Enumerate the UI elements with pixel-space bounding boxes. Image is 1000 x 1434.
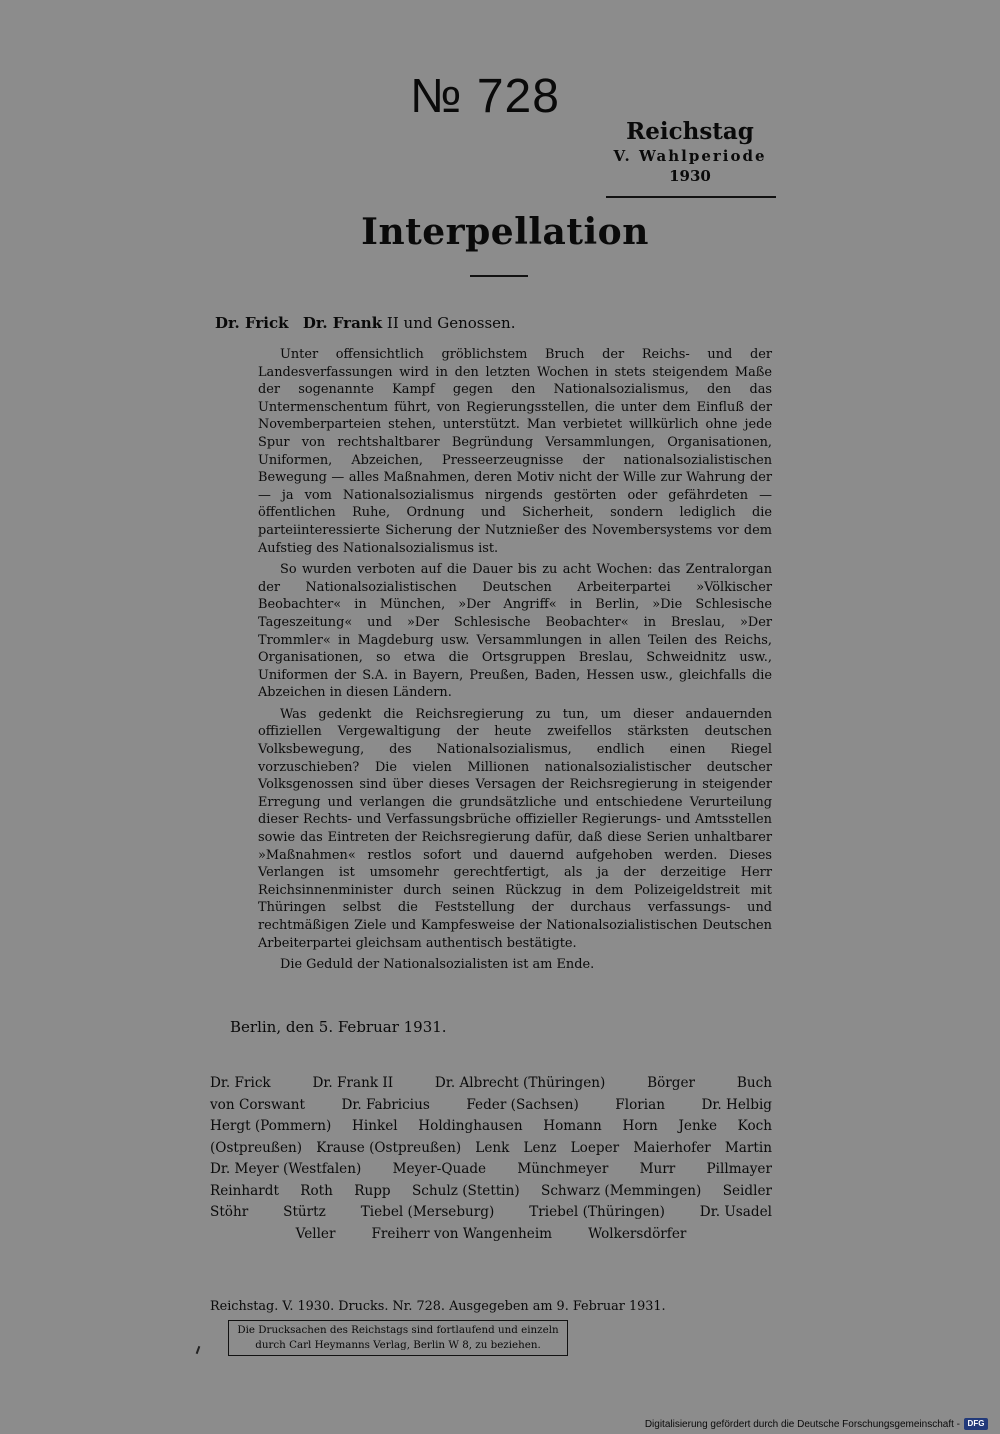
signatory-row [210, 1159, 772, 1181]
signatory-row [210, 1095, 772, 1117]
document-type-heading: Interpellation [361, 211, 649, 253]
signatory-name: Dr. Fabricius [341, 1096, 430, 1113]
signatory-name: Horn [622, 1118, 658, 1134]
signatory-name: Hergt (Pommern) [210, 1118, 332, 1134]
signatory-name: Krause (Ostpreußen) [316, 1139, 462, 1156]
period-year: 1930 [669, 167, 711, 185]
interpellation-body [258, 346, 772, 978]
notice-line: durch Carl Heymanns Verlag, Berlin W 8, zu beziehen. [255, 1339, 541, 1351]
signatory-name: Rupp [354, 1182, 391, 1199]
header-rule [606, 196, 776, 198]
signatory-name: Stürtz [283, 1204, 326, 1220]
signatory-name: Triebel (Thüringen) [529, 1204, 665, 1220]
digitization-credit: Digitalisierung gefördert durch die Deutsche Forschungsgemeinschaft - [644, 1419, 960, 1430]
signatory-row [210, 1224, 772, 1246]
document-number: № 728 [410, 70, 560, 123]
election-period: V. Wahlperiode [613, 147, 767, 165]
signatory-name: Roth [300, 1182, 333, 1199]
reichstag-header-block [604, 118, 776, 186]
authors-line [215, 312, 775, 334]
author-name-2: Dr. Frank [302, 314, 383, 332]
signatory-name: Dr. Meyer (Westfalen) [210, 1161, 362, 1177]
dateline: Berlin, den 5. Februar 1931. [230, 1018, 447, 1036]
signatories-list [210, 1073, 772, 1245]
distribution-notice-box [228, 1320, 568, 1356]
signatory-name: Wolkersdörfer [588, 1225, 687, 1242]
signatory-name: Veller [295, 1225, 336, 1242]
signatory-name: Dr. Albrecht (Thüringen) [434, 1075, 606, 1091]
signatory-name: Homann [543, 1118, 602, 1134]
authors-rest: und Genossen. [403, 314, 516, 332]
signatory-name: Lenz [523, 1139, 557, 1156]
notice-line: Die Drucksachen des Reichstags sind fortlaufend und einzeln [237, 1324, 559, 1336]
author-name-1: Dr. Frick [215, 314, 289, 332]
signatory-row [210, 1138, 772, 1160]
signatory-name: Murr [639, 1161, 676, 1177]
signatory-name: Jenke [678, 1118, 717, 1134]
signatory-name: Seidler [722, 1182, 772, 1199]
signatory-name: Stöhr [210, 1204, 249, 1220]
signatory-name: Lenk [475, 1139, 510, 1156]
signatory-name: Koch [737, 1118, 772, 1134]
signatory-name: Schulz (Stettin) [411, 1182, 520, 1199]
signatory-name: Münchmeyer [517, 1161, 609, 1177]
signatory-row [210, 1073, 772, 1095]
author-name-2-suffix: II [386, 314, 399, 332]
signatory-name: Freiherr von Wangenheim [371, 1225, 553, 1242]
signatory-name: (Ostpreußen) [210, 1139, 303, 1156]
scan-mark [196, 1346, 201, 1354]
dfg-logo-icon: DFG [964, 1418, 988, 1430]
signatory-name: Schwarz (Memmingen) [541, 1182, 702, 1199]
signatory-name: Hinkel [352, 1118, 398, 1134]
signatory-name: Tiebel (Merseburg) [360, 1204, 495, 1220]
signatory-row [210, 1181, 772, 1203]
signatory-name: Loeper [570, 1139, 620, 1156]
publication-footer: Reichstag. V. 1930. Drucks. Nr. 728. Ausgegeben am 9. Februar 1931. [210, 1299, 666, 1314]
chamber-title: Reichstag [626, 118, 754, 145]
signatory-name: Dr. Usadel [699, 1204, 772, 1220]
signatory-name: Meyer-Quade [392, 1161, 487, 1177]
body-paragraph: Unter offensichtlich gröblichstem Bruch der Reichs- und der Landesverfassungen wird in den letzten Wochen in stets steigendem Maße der sogenannte Kampf gegen den Nationalsozialismus, den das Untermenschentum führt, von Regierungsstellen, die unter dem Einfluß der Novemberparteien stehen, unterstützt. Man verbietet willkürlich ohne jede Spur von rechtshaltbarer Begründung Versammlungen, Organisationen, Uniformen, Abzeichen, Presseerzeugnisse der nationalsozialistischen Bewegung — alles Maßnahmen, deren Motiv nicht der Wille zur Wahrung der — ja vom Nationalsozialismus nirgends gestörten oder gefährdeten — öffentlichen Ruhe, Ordnung und Sicherheit, sondern lediglich die parteiinteressierte Sicherung der Nutznießer des Novembersystems vor dem Aufstieg des Nationalsozialismus ist. [258, 347, 772, 556]
signatory-name: Florian [615, 1096, 665, 1113]
signatory-name: von Corswant [210, 1096, 305, 1113]
signatory-name: Pillmayer [706, 1161, 772, 1177]
signatory-name: Feder (Sachsen) [466, 1096, 579, 1113]
signatory-row [210, 1116, 772, 1138]
signatory-name: Dr. Frick [210, 1075, 271, 1091]
signatory-name: Reinhardt [210, 1182, 279, 1199]
signatory-row [210, 1202, 772, 1224]
signatory-name: Martin [724, 1139, 772, 1156]
signatory-name: Holdinghausen [418, 1118, 523, 1134]
signatory-name: Dr. Helbig [701, 1096, 772, 1113]
body-paragraph: So wurden verboten auf die Dauer bis zu acht Wochen: das Zentralorgan der Nationalsozialistischen Deutschen Arbeiterpartei »Völkischer Beobachter« in München, »Der Angriff« in Berlin, »Die Schlesische Tageszeitung« und »Der Schlesische Beobachter« in Breslau, »Der Trommler« in Magdeburg usw. Versammlungen in allen Teilen des Reichs, Organisationen, so etwa die Ortsgruppen Breslau, Schweidnitz usw., Uniformen der S.A. in Bayern, Preußen, Baden, Hessen usw., gleichfalls die Abzeichen in diesen Ländern. [258, 562, 772, 701]
signatory-name: Börger [647, 1075, 696, 1091]
signatory-name: Buch [736, 1075, 772, 1091]
title-divider [470, 275, 528, 277]
signatory-name: Dr. Frank II [312, 1075, 394, 1091]
body-paragraph: Die Geduld der Nationalsozialisten ist am Ende. [280, 957, 595, 973]
body-paragraph: Was gedenkt die Reichsregierung zu tun, um dieser andauernden offiziellen Vergewaltigung der heute zweifellos stärksten deutschen Volksbewegung, des Nationalsozialismus, endlich einen Riegel vorzuschieben? Die vielen Millionen nationalsozialistischer deutscher Volksgenossen sind über dieses Versagen der Reichsregierung in steigender Erregung und verlangen die grundsätzliche und entschiedene Verurteilung dieser Rechts- und Verfassungsbrüche offizieller Regierungs- und Amtsstellen sowie das Eintreten der Reichsregierung dafür, daß diese Serien unhaltbarer »Maßnahmen« restlos sofort und dauernd aufgehoben werden. Dieses Verlangen ist umsomehr gerechtfertigt, als ja der derzeitige Herr Reichsinnenminister durch seinen Rückzug in dem Polizeigeldstreit mit Thüringen selbst die Feststellung der durchaus verfassungs- und rechtmäßigen Ziele und Kampfesweise der Nationalsozialistischen Deutschen Arbeiterpartei gleichsam authentisch bestätigte. [258, 706, 772, 951]
signatory-name: Maierhofer [633, 1139, 711, 1156]
